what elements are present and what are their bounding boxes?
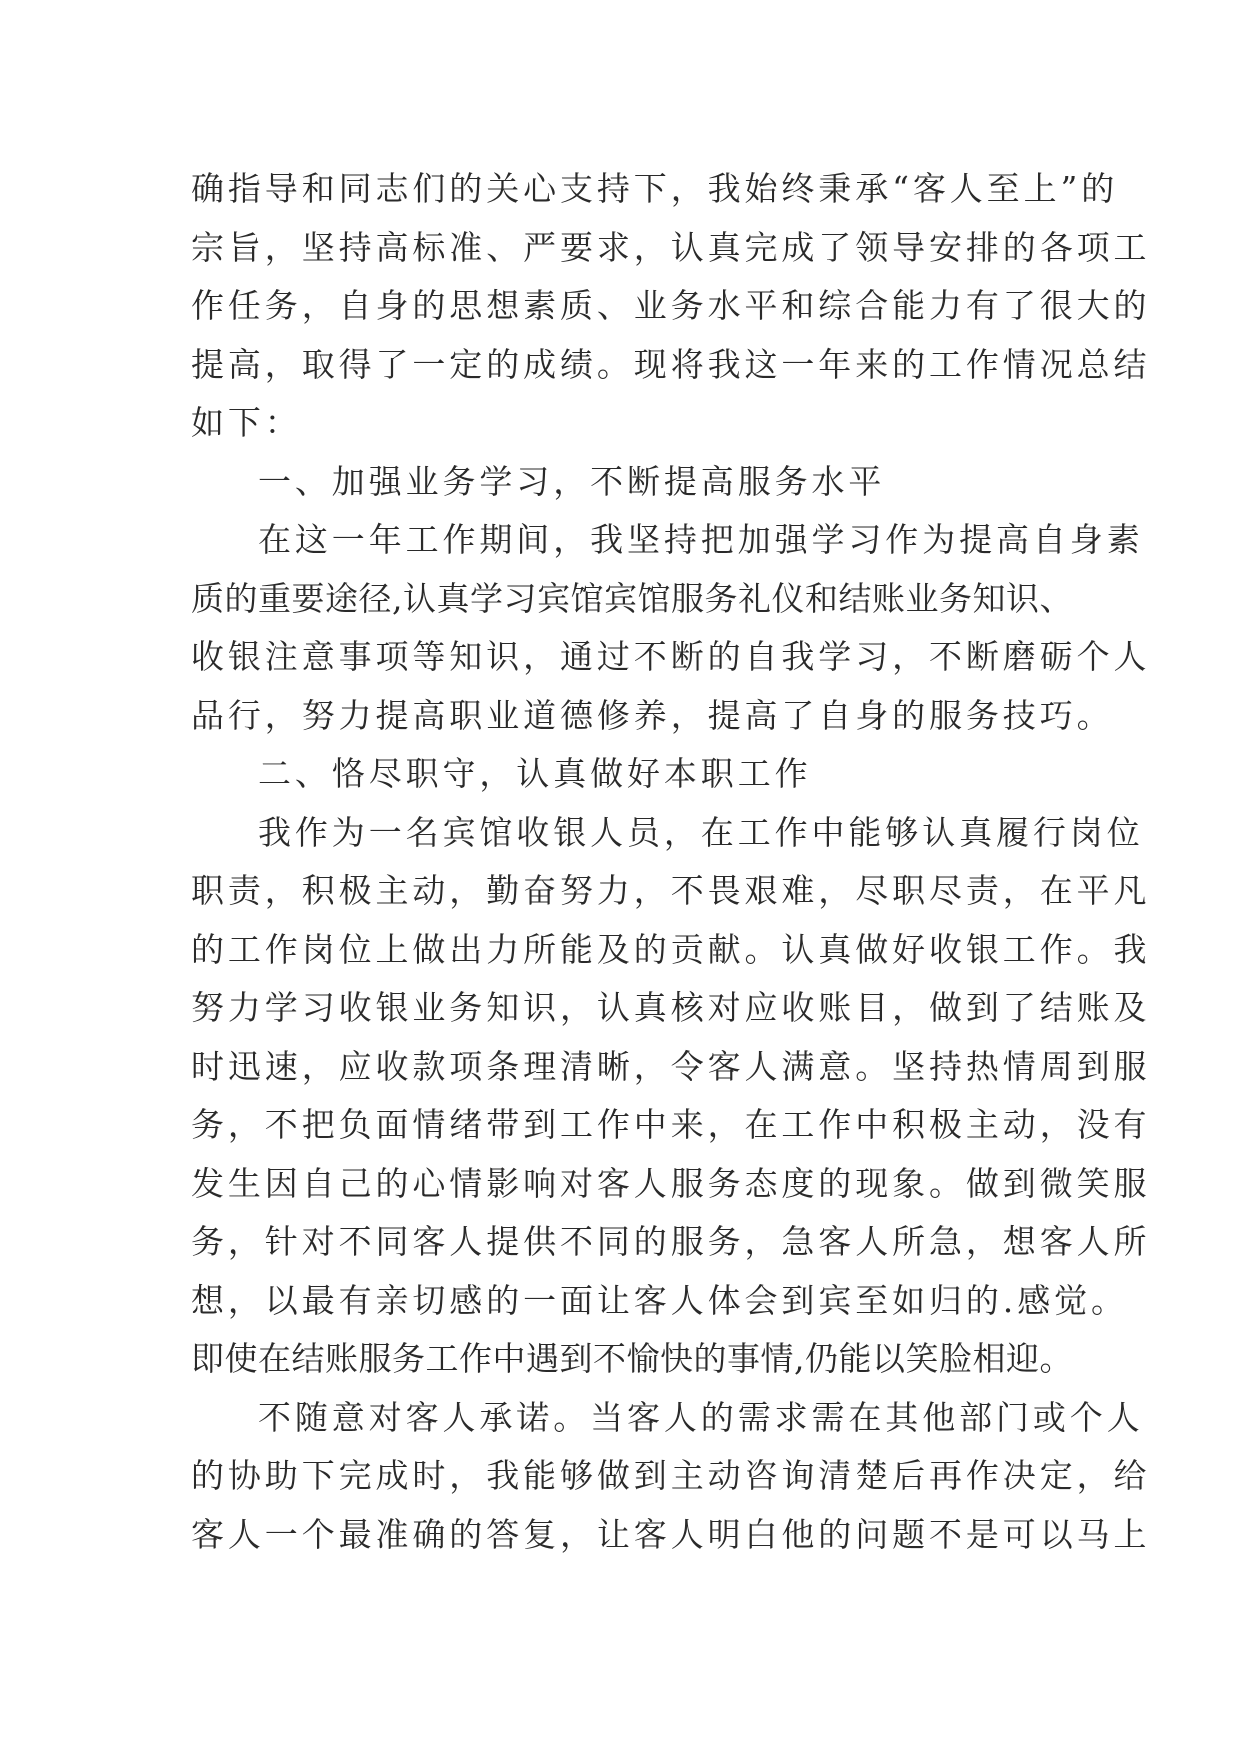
text-line: 客人一个最准确的答复，让客人明白他的问题不是可以马上	[191, 1514, 1151, 1554]
section-heading-2: 二、恪尽职守，认真做好本职工作	[258, 754, 812, 793]
text-line: 职责，积极主动，勤奋努力，不畏艰难，尽职尽责，在平凡	[191, 871, 1151, 910]
text-line: 作任务，自身的思想素质、业务水平和综合能力有了很大的	[191, 286, 1151, 325]
paragraph-start: 不随意对客人承诺。当客人的需求需在其他部门或个人	[258, 1397, 1144, 1437]
section-heading-1: 一、加强业务学习，不断提高服务水平	[258, 461, 886, 501]
paragraph-start: 我作为一名宾馆收银人员，在工作中能够认真履行岗位	[258, 812, 1144, 852]
text-line: 确指导和同志们的关心支持下，我始终秉承“客人至上”的	[191, 169, 1119, 208]
text-line: 宗旨，坚持高标准、严要求，认真完成了领导安排的各项工	[191, 227, 1151, 267]
text-line: 收银注意事项等知识，通过不断的自我学习，不断磨砺个人	[191, 637, 1151, 676]
text-line: 的工作岗位上做出力所能及的贡献。认真做好收银工作。我	[191, 929, 1151, 969]
paragraph-start: 在这一年工作期间，我坚持把加强学习作为提高自身素	[258, 520, 1144, 559]
text-line: 努力学习收银业务知识，认真核对应收账目，做到了结账及	[191, 988, 1151, 1027]
text-line: 发生因自己的心情影响对客人服务态度的现象。做到微笑服	[191, 1163, 1151, 1203]
text-line: 即使在结账服务工作中遇到不愉快的事情,仍能以笑脸相迎。	[191, 1339, 1073, 1378]
text-line: 如下：	[191, 403, 302, 442]
text-line: 品行，努力提高职业道德修养，提高了自身的服务技巧。	[191, 695, 1114, 735]
text-line: 的协助下完成时，我能够做到主动咨询清楚后再作决定，给	[191, 1456, 1151, 1495]
text-line: 想，以最有亲切感的一面让客人体会到宾至如归的.感觉。	[191, 1280, 1128, 1320]
text-line: 务，不把负面情绪带到工作中来，在工作中积极主动，没有	[191, 1105, 1151, 1144]
text-line: 质的重要途径,认真学习宾馆宾馆服务礼仪和结账业务知识、	[191, 578, 1073, 618]
text-line: 务，针对不同客人提供不同的服务，急客人所急，想客人所	[191, 1222, 1151, 1261]
body-text	[191, 160, 1151, 1564]
text-line: 时迅速，应收款项条理清晰，令客人满意。坚持热情周到服	[191, 1046, 1151, 1086]
text-line: 提高，取得了一定的成绩。现将我这一年来的工作情况总结	[191, 344, 1151, 384]
